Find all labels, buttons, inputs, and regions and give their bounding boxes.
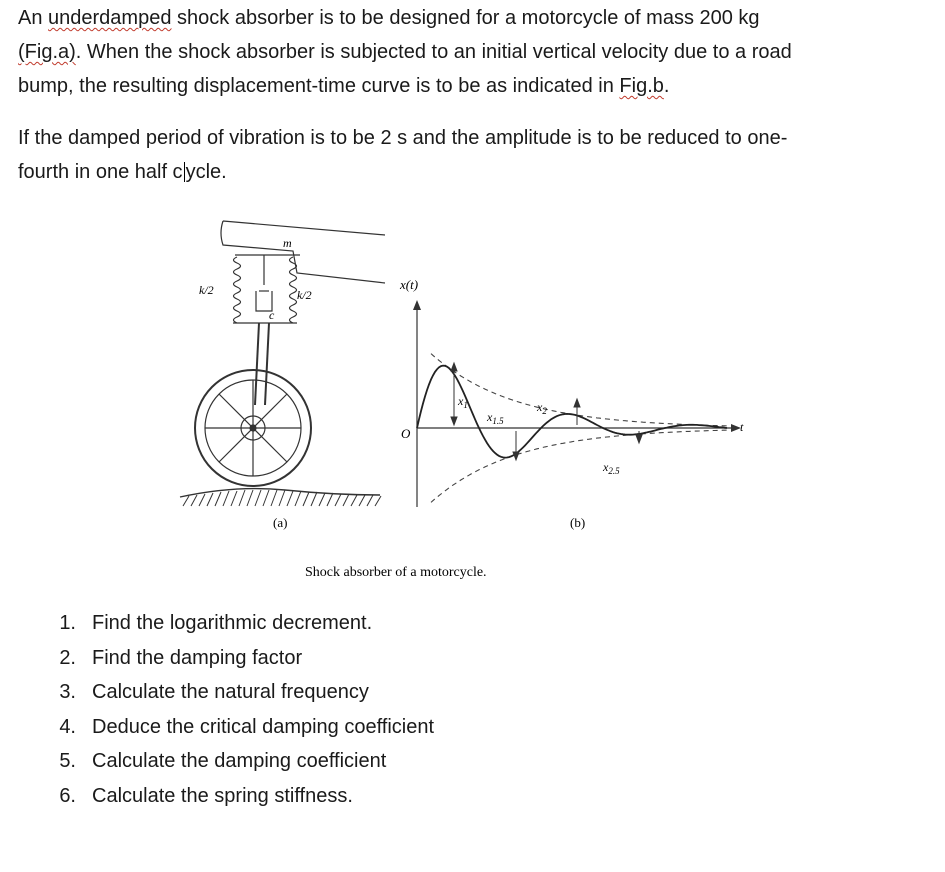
task-text: Find the damping factor	[92, 646, 303, 669]
wheel-icon	[195, 370, 311, 486]
amplitude-x1-label: $x_1$	[458, 394, 468, 410]
intro-end: .	[663, 75, 670, 97]
condition-line1: If the damped period of vibration is to be 2 s and the amplitude is to be reduced to one-	[18, 127, 788, 149]
damper-label: c	[269, 308, 275, 322]
text-cursor	[184, 162, 185, 182]
spring-right-label: k/2	[297, 288, 312, 302]
task-number: 3.	[59, 681, 76, 703]
spring-right-icon	[290, 257, 297, 323]
intro-mid: shock absorber is to be designed for a motorcycle of mass 200 kg	[171, 7, 760, 29]
condition-line2-end: ycle.	[185, 161, 227, 183]
spring-left-label: k/2	[199, 283, 214, 297]
damper-icon	[256, 255, 272, 311]
list-item	[20, 606, 434, 641]
amplitude-x15-label: $x_{1.5}$	[487, 410, 504, 426]
y-axis-label: x(t)	[400, 277, 419, 292]
condition-paragraph	[18, 121, 918, 189]
intro-mid3: bump, the resulting displacement-time curve is to be as indicated in	[18, 75, 620, 97]
amplitude-x2-label: $x_2$	[537, 400, 547, 416]
t-axis-label: t	[740, 420, 744, 434]
list-item	[20, 710, 434, 745]
spellcheck-word-underdamped[interactable]: underdamped	[48, 7, 172, 29]
mass-label: m	[283, 236, 292, 250]
spring-left-icon	[234, 257, 241, 323]
task-list	[20, 606, 434, 813]
task-number: 2.	[59, 646, 76, 669]
origin-label: O	[401, 426, 411, 441]
task-text: Calculate the spring stiffness.	[92, 784, 353, 807]
task-text: Deduce the critical damping coefficient	[92, 715, 435, 738]
motorcycle-body	[221, 221, 385, 283]
y-axis-arrow-icon	[413, 300, 421, 310]
figure-a-reference[interactable]: (Fig.a)	[18, 41, 76, 63]
caption-b: (b)	[570, 515, 586, 530]
caption-a: (a)	[273, 515, 288, 530]
figure-caption: Shock absorber of a motorcycle.	[305, 565, 487, 580]
envelope-lower	[431, 430, 727, 502]
condition-line2-start: fourth in one half c	[18, 161, 183, 183]
intro-prefix: An	[18, 7, 49, 29]
list-item	[20, 779, 434, 814]
displacement-curve	[417, 366, 727, 458]
suspension-diagram	[180, 221, 385, 506]
task-text: Calculate the damping coefficient	[92, 750, 387, 772]
task-text: Calculate the natural frequency	[92, 681, 369, 703]
task-number: 5.	[59, 750, 76, 772]
list-item	[20, 675, 434, 710]
intro-paragraph	[18, 1, 918, 103]
list-item	[20, 641, 434, 676]
task-number: 1.	[59, 612, 76, 634]
envelope-upper	[431, 354, 727, 426]
task-number: 4.	[59, 715, 76, 738]
figure-b-reference[interactable]: Fig.b	[619, 75, 664, 97]
amplitude-x25-label: $x_{2.5}$	[603, 460, 620, 476]
task-text: Find the logarithmic decrement.	[92, 612, 373, 634]
intro-mid2: . When the shock absorber is subjected to an initial vertical velocity due to a road	[75, 41, 792, 63]
shock-absorber-figure	[175, 215, 765, 585]
list-item	[20, 744, 434, 779]
ground-hatch	[180, 489, 381, 506]
task-number: 6.	[59, 784, 76, 807]
